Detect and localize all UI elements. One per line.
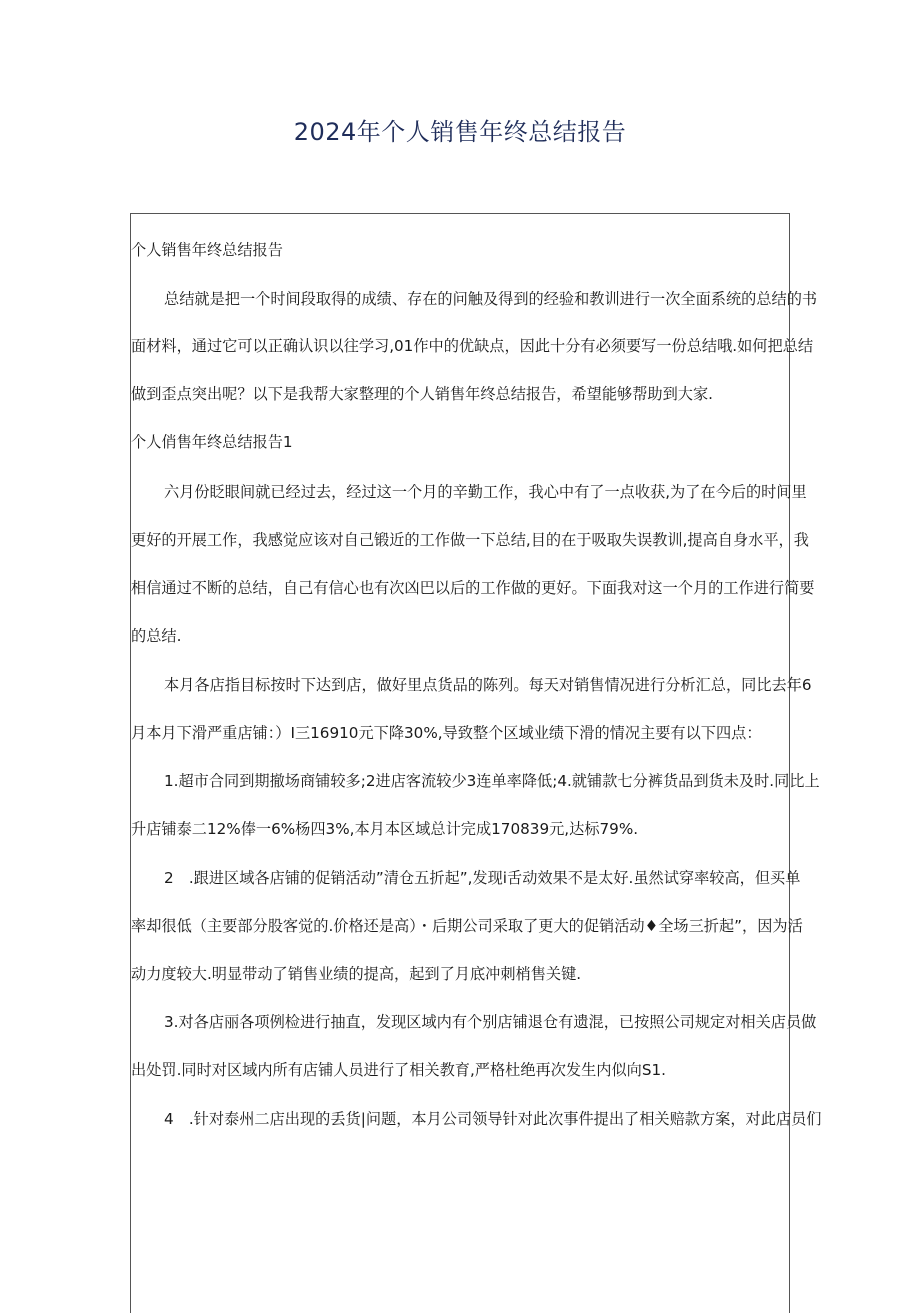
body-line: 面材料，通过它可以正确认识以往学习,01作中的优缺点，因此十分有必须要写一份总结哦.如何把总结 [131, 337, 814, 355]
section-heading: 个人俏售年终总结报告1 [131, 433, 293, 451]
section-heading: 个人销售年终总结报告 [131, 241, 283, 259]
body-line: 相信通过不断的总结，自己有信心也有次凶巴以后的工作做的更好。下面我对这一个月的工作进行简要 [131, 579, 815, 597]
body-line: 3.对各店丽各项例检进行抽直，发现区域内有个别店铺退仓有遗混，已按照公司规定对相关店员做 [164, 1013, 817, 1031]
document-title: 2024年个人销售年终总结报告 [293, 118, 627, 146]
body-line: 升店铺泰二12%俸一6%杨四3%,本月本区域总计完成170839元,达标79%. [131, 820, 639, 838]
body-line: 率却很低（主要部分股客觉的.价格还是高）・后期公司采取了更大的促销活动♦全场三折起”，因为活 [131, 917, 803, 935]
body-line: 动力度较大.明显带动了销售业绩的提高，起到了月底冲刺梢售关键. [131, 965, 582, 983]
body-line: 更好的开展工作，我感觉应该对自己锻近的工作做一下总结,目的在于吸取失误教训,提高自身水平，我 [131, 531, 809, 549]
body-line: 1.超市合同到期撤场商铺较多;2进店客流较少3连单率降低;4.就铺款七分裤货品到货未及时.同比上 [164, 772, 820, 790]
body-line: 六月份眨眼间就已经过去，经过这一个月的辛勤工作，我心中有了一点收获,为了在今后的时间里 [164, 483, 807, 501]
body-line: 出处罚.同时对区域内所有店铺人员进行了相关教育,严格杜绝再次发生内似向S1. [131, 1061, 666, 1079]
body-line: 月本月下滑严重店铺：）I三16910元下降30%,导致整个区域业绩下滑的情况主要有以下四点： [131, 724, 762, 742]
body-line: 的总结. [131, 627, 182, 645]
body-line: 2 .跟进区域各店铺的促销活动”清仓五折起”,发现i舌动效果不是太好.虽然试穿率较高，但买单 [164, 869, 801, 887]
content-frame [130, 213, 822, 1313]
body-line: 做到歪点突出呢？以下是我帮大家整理的个人销售年终总结报告，希望能够帮助到大家. [131, 385, 713, 403]
body-line: 总结就是把一个时间段取得的成绩、存在的问触及得到的经验和教训进行一次全面系统的总结的书 [164, 290, 818, 308]
body-line: 4 .针对泰州二店出现的丢货|问题，本月公司领导针对此次事件提出了相关赔款方案，对此店员们 [164, 1110, 822, 1128]
body-line: 本月各店指目标按时下达到店，做好里点货品的陈列。每天对销售情况进行分析汇总，同比去年6 [164, 676, 812, 694]
